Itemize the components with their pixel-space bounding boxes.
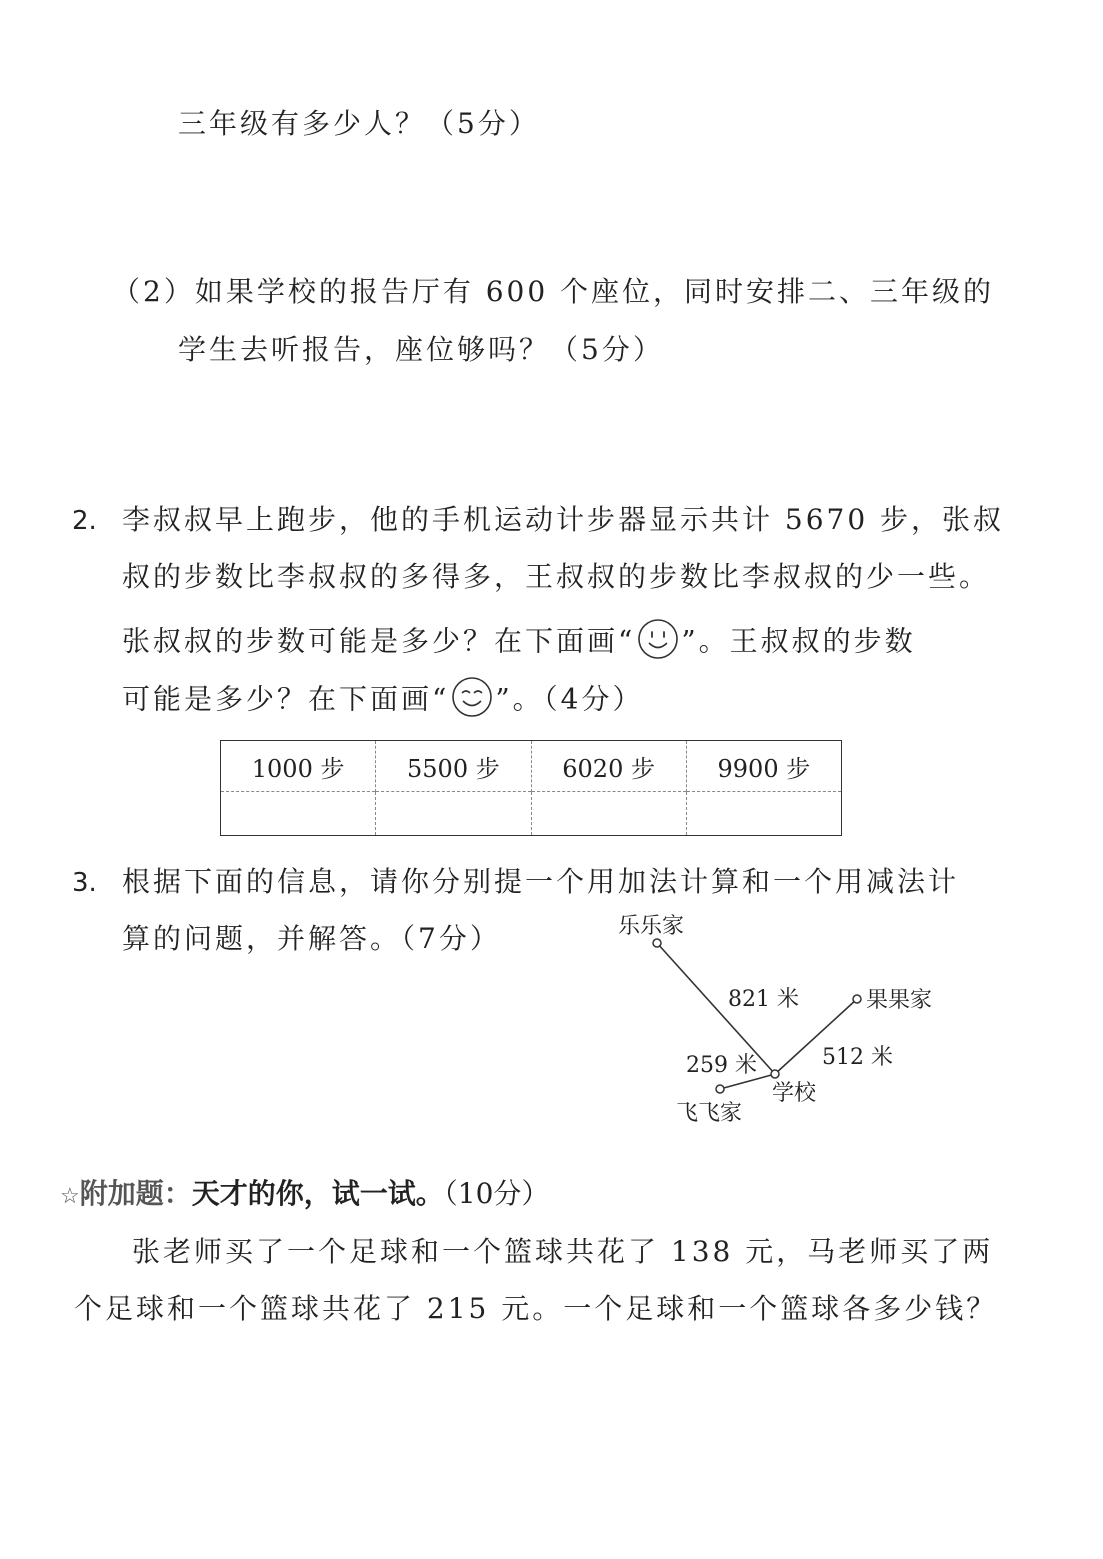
- distance-map: [600, 900, 960, 1130]
- feifei-home-label: 飞飞家: [676, 1101, 743, 1126]
- distance-lele-label: 821 米: [728, 987, 799, 1012]
- school-label: 学校: [772, 1081, 817, 1106]
- q2-line3: [122, 622, 916, 664]
- school-point: [771, 1070, 779, 1078]
- answer-cell-3[interactable]: [531, 792, 686, 836]
- q2-line3-a: 张叔叔的步数可能是多少？在下面画“: [122, 624, 636, 658]
- q2-number: 2.: [72, 506, 97, 536]
- steps-table: [220, 740, 842, 836]
- q3-line1: 根据下面的信息，请你分别提一个用加法计算和一个用减法计: [122, 865, 960, 898]
- q1-1-text: 三年级有多少人？（5分）: [178, 107, 540, 140]
- q1-2-line2: 学生去听报告，座位够吗？（5分）: [178, 333, 664, 366]
- distance-guoguo-label: 512 米: [822, 1045, 893, 1070]
- q2-line4-b: ”。（4分）: [495, 682, 644, 716]
- answer-cell-4[interactable]: [686, 792, 841, 836]
- q1-2-line1: （2）如果学校的报告厅有 600 个座位，同时安排二、三年级的: [112, 275, 995, 308]
- q2-line2: 叔的步数比李叔叔的多得多，王叔叔的步数比李叔叔的少一些。: [122, 560, 991, 593]
- content-face-icon: [451, 676, 493, 718]
- answer-cell-1[interactable]: [221, 792, 376, 836]
- step-option-4: 9900 步: [686, 741, 841, 792]
- step-option-3: 6020 步: [531, 741, 686, 792]
- distance-feifei-label: 259 米: [686, 1053, 757, 1078]
- q3-number: 3.: [72, 868, 97, 898]
- feifei-home-point: [716, 1085, 724, 1093]
- bonus-score: （10分）: [443, 1177, 550, 1210]
- star-icon: ☆: [60, 1184, 80, 1209]
- bonus-heading: [60, 1177, 550, 1210]
- steps-answer-row: [221, 792, 842, 836]
- q2-line4-a: 可能是多少？在下面画“: [122, 682, 450, 716]
- bonus-title: 天才的你，试一试。: [191, 1177, 444, 1210]
- guoguo-home-label: 果果家: [866, 988, 933, 1013]
- lele-home-point: [653, 939, 661, 947]
- guoguo-home-point: [853, 995, 861, 1003]
- q2-line3-b: ”。王叔叔的步数: [681, 624, 916, 658]
- q2-line4: [122, 680, 643, 722]
- bonus-label: 附加题：: [79, 1177, 192, 1210]
- step-option-2: 5500 步: [376, 741, 531, 792]
- smiley-face-icon: [637, 618, 679, 660]
- q3-line2: 算的问题，并解答。（7分）: [122, 922, 501, 955]
- answer-cell-2[interactable]: [376, 792, 531, 836]
- bonus-line1: 张老师买了一个足球和一个篮球共花了 138 元，马老师买了两: [132, 1235, 994, 1268]
- q2-line1: 李叔叔早上跑步，他的手机运动计步器显示共计 5670 步，张叔: [122, 503, 1005, 536]
- lele-home-label: 乐乐家: [618, 914, 685, 939]
- bonus-line2: 个足球和一个篮球共花了 215 元。一个足球和一个篮球各多少钱？: [74, 1292, 998, 1325]
- steps-header-row: [221, 741, 842, 792]
- step-option-1: 1000 步: [251, 754, 345, 783]
